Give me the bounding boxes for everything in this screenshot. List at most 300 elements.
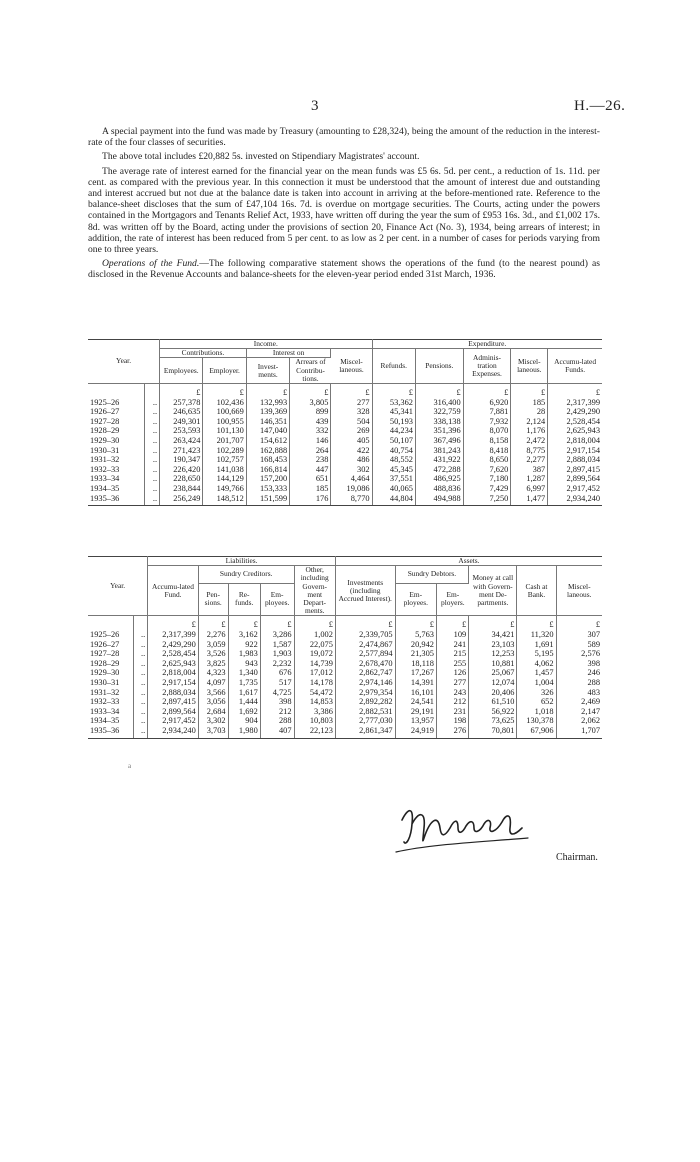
t2-cell: 54,472: [294, 688, 335, 698]
t1-currency-cell: £: [331, 384, 372, 398]
t2-cell: 2,888,034: [148, 688, 199, 698]
t1-row: [88, 398, 602, 408]
t2-cell: 70,801: [469, 726, 517, 738]
t1-cell: 2,818,004: [566, 435, 600, 445]
t2-cell: 255: [436, 659, 468, 669]
t1-cell: 2,934,240: [548, 494, 602, 506]
t1-cell: 277: [331, 398, 372, 408]
t1-cell: 168,453: [246, 455, 289, 465]
t1-cell: 6,920: [463, 398, 511, 408]
t2-row: [88, 688, 602, 698]
t2-cell: 2,474,867: [335, 640, 395, 650]
t2-cell: 398: [587, 658, 600, 668]
t2-currency-row: [88, 616, 602, 630]
t1-cell: 166,814: [246, 465, 289, 475]
t1-cell: 488,836: [415, 484, 463, 494]
t1-cell: 246,635: [160, 407, 203, 417]
t2-cell: 130,378: [517, 716, 556, 726]
t1-cell: 486: [331, 455, 372, 465]
t2-sundry-creditors-header: Sundry Creditors.: [198, 566, 294, 583]
t2-sundry-debtors-header: Sundry Debtors.: [395, 566, 469, 583]
t2-year-header: Year.: [88, 557, 148, 616]
t2-cell: 1,004: [517, 678, 556, 688]
paragraph-operations: [88, 258, 600, 280]
t2-cell: 2,861,347: [335, 726, 395, 738]
t1-cell: 7,620: [463, 465, 511, 475]
t1-cell: 102,757: [203, 455, 246, 465]
t2-cell: 10,803: [294, 716, 335, 726]
t1-cell: ..: [144, 398, 159, 408]
t1-cell: 2,429,290: [566, 407, 600, 417]
t1-cell: 40,754: [372, 446, 415, 456]
t2-cell: ..: [134, 726, 148, 738]
t1-cell: ..: [144, 455, 159, 465]
t1-cell: 176: [290, 494, 331, 506]
t1-cell: 439: [290, 417, 331, 427]
t1-row: [88, 455, 602, 465]
t1-cell: 2,528,454: [566, 416, 600, 426]
t1-cell: 7,932: [463, 417, 511, 427]
t1-cell: 332: [290, 426, 331, 436]
t1-cell: 6,997: [511, 484, 548, 494]
t1-row: [88, 426, 602, 436]
t2-cell: 2,892,282: [335, 697, 395, 707]
t2-cell: 1930–31: [88, 678, 134, 688]
t2-cell: 1,457: [517, 668, 556, 678]
t2-currency-cell: £: [395, 616, 436, 630]
t2-cell: 3,566: [198, 688, 228, 698]
t1-cell: 2,277: [511, 455, 548, 465]
t1-cell: 256,249: [160, 494, 203, 506]
t2-cell: 2,934,240: [148, 726, 199, 738]
t2-cell: 19,072: [294, 649, 335, 659]
t2-refunds-header: Re-funds.: [228, 583, 260, 616]
t1-body: [88, 384, 602, 506]
t2-cell: 1,617: [228, 688, 260, 698]
t2-currency-cell: £: [469, 616, 517, 630]
t1-cell: 328: [331, 407, 372, 417]
t1-cell: 302: [331, 465, 372, 475]
t2-cell: 1,018: [517, 707, 556, 717]
t2-cell: 2,232: [260, 659, 294, 669]
t2-currency-cell: £: [335, 616, 395, 630]
t2-cell: 2,862,747: [335, 668, 395, 678]
t2-cell: 1931–32: [88, 688, 134, 698]
t2-cell: 109: [436, 630, 468, 640]
t1-currency-cell: £: [463, 384, 511, 398]
t2-cell: 4,062: [517, 659, 556, 669]
t1-cell: 2,917,452: [566, 483, 600, 493]
t1-admin-header: Adminis-tration Expenses.: [463, 349, 511, 384]
t1-cell: 486,925: [415, 474, 463, 484]
t2-cell: 241: [436, 640, 468, 650]
t2-cell: 1,707: [556, 726, 602, 738]
t2-currency-cell: [134, 616, 148, 630]
t1-employer-header: Employer.: [203, 358, 246, 384]
t1-cell: 2,317,399: [566, 397, 600, 407]
t1-cell: 28: [511, 407, 548, 417]
t1-cell: 8,158: [463, 436, 511, 446]
t2-debtor-employees-header: Em-ployees.: [395, 583, 436, 616]
t2-pensions-header: Pen-sions.: [198, 583, 228, 616]
page-number: 3: [311, 98, 319, 114]
t1-cell: 2,897,415: [566, 464, 600, 474]
t2-cell: 14,178: [294, 678, 335, 688]
chairman-caption: Chairman.: [556, 852, 598, 863]
paragraph-special-payment: A special payment into the fund was made by Treasury (amounting to £28,324), being the amount of the reduction in the interest-rate of the four classes of securities.: [88, 126, 600, 149]
t1-cell: 185: [511, 398, 548, 408]
t1-cell: 2,888,034: [566, 455, 600, 465]
t2-currency-cell: £: [294, 616, 335, 630]
t1-cell: 381,243: [415, 446, 463, 456]
t1-currency-cell: £: [511, 384, 548, 398]
t1-cell: 19,086: [331, 484, 372, 494]
t2-cell: 2,917,452: [148, 716, 199, 726]
t1-interest-on-header: Interest on: [246, 349, 331, 358]
t2-cell: 5,763: [395, 630, 436, 640]
t1-row: [88, 484, 602, 494]
t1-cell: 431,922: [415, 455, 463, 465]
t2-cell: 25,067: [469, 668, 517, 678]
t2-cell: 2,276: [198, 630, 228, 640]
t2-cell: 904: [228, 716, 260, 726]
t1-currency-row: [88, 384, 602, 398]
t1-cell: 7,250: [463, 494, 511, 506]
t1-investments-header: Invest-ments.: [246, 358, 289, 384]
t2-cell: 1,983: [228, 649, 260, 659]
t2-cell: ..: [134, 649, 148, 659]
t1-cell: 1930–31: [88, 446, 144, 456]
t2-misc-header: Miscel-laneous.: [556, 566, 602, 616]
t1-cell: 351,396: [415, 426, 463, 436]
t2-debtor-employers-header: Em-ployers.: [436, 583, 468, 616]
t2-currency-cell: £: [228, 616, 260, 630]
t2-cell: 21,305: [395, 649, 436, 659]
t1-cell: 651: [290, 474, 331, 484]
t1-cell: 367,496: [415, 436, 463, 446]
t1-cell: ..: [144, 494, 159, 506]
t2-cell: 22,123: [294, 726, 335, 738]
t1-cell: 264: [290, 446, 331, 456]
t2-cell: 2,979,354: [335, 688, 395, 698]
t2-cell: 231: [436, 707, 468, 717]
t1-misc-exp-header: Miscel-laneous.: [511, 349, 548, 384]
t2-cell: 2,147: [581, 706, 600, 716]
t1-pensions-header: Pensions.: [415, 349, 463, 384]
t2-cell: 67,906: [517, 726, 556, 738]
t2-row: [88, 649, 602, 659]
t1-cell: ..: [144, 426, 159, 436]
t1-cell: 1,477: [511, 494, 548, 506]
t2-cell: 922: [228, 640, 260, 650]
t2-cell: 1927–28: [88, 649, 134, 659]
t1-cell: 1927–28: [88, 417, 144, 427]
t1-cell: 238,844: [160, 484, 203, 494]
t2-cell: 307: [587, 630, 600, 640]
t2-cell: ..: [134, 678, 148, 688]
t2-cell: 2,062: [581, 716, 600, 726]
t1-year-header: Year.: [88, 340, 160, 384]
t2-cell: 2,339,705: [335, 630, 395, 640]
t1-cell: 101,130: [203, 426, 246, 436]
t2-cell: 17,012: [294, 668, 335, 678]
t2-cell: 3,386: [294, 707, 335, 717]
t2-cell: 2,897,415: [148, 697, 199, 707]
t1-cell: 44,234: [372, 426, 415, 436]
t2-cell: 3,286: [260, 630, 294, 640]
t1-cell: 1926–27: [88, 407, 144, 417]
t1-cell: 37,551: [372, 474, 415, 484]
t1-cell: 322,759: [415, 407, 463, 417]
t1-cell: 271,423: [160, 446, 203, 456]
t2-cell: 243: [436, 688, 468, 698]
t2-cash-header: Cash at Bank.: [517, 566, 556, 616]
t2-row: [88, 678, 602, 688]
t1-cell: 253,593: [160, 426, 203, 436]
t2-cell: 676: [260, 668, 294, 678]
t1-cell: ..: [144, 407, 159, 417]
t2-cell: 1933–34: [88, 707, 134, 717]
operations-title: Operations of the Fund.: [102, 258, 200, 270]
t2-cell: 56,922: [469, 707, 517, 717]
t1-cell: 190,347: [160, 455, 203, 465]
t1-cell: 53,362: [372, 398, 415, 408]
t2-cell: 2,818,004: [148, 668, 199, 678]
t1-cell: 2,899,564: [566, 474, 600, 484]
t2-cell: 34,421: [469, 630, 517, 640]
t2-cell: 212: [260, 707, 294, 717]
t2-cell: 1,903: [260, 649, 294, 659]
t1-currency-cell: [88, 384, 144, 398]
t1-cell: 4,464: [331, 474, 372, 484]
paragraph-interest-rate: The average rate of interest earned for the financial year on the mean funds was £5 6s. 5d. per cent., a reduction of 1s. 11d. per cent. as compared with the previous year. In this connection it must be understood that the amount of interest due and outstanding and interest accrued but not due at the balance date is taken into account in arriving at the before-mentioned rate. Reference to the balance-sheet discloses that the sum of £47,104 16s. 7d. is overdue on mortgage securities. The Courts, acting under the powers contained in the Mortgagors and Tenants Relief Act, 1933, have written off during the year the sum of £953 16s. 3d., and £1,002 17s. 8d. was written off by the Board, acting under the provisions of section 20, Finance Act (No. 3), 1934, being arrears of interest; in addition, the rate of interest has been reduced from 5 per cent. to as low as 2 per cent. in a number of cases for periods varying from one to three years.: [88, 165, 600, 256]
t1-cell: 226,420: [160, 465, 203, 475]
t1-cell: 153,333: [246, 484, 289, 494]
t2-cell: 24,541: [395, 697, 436, 707]
t2-cell: 29,191: [395, 707, 436, 717]
t1-cell: 8,070: [463, 426, 511, 436]
t1-row: [88, 446, 602, 456]
t2-currency-cell: [88, 616, 134, 630]
t2-cell: 17,267: [395, 668, 436, 678]
t2-cell: 1,691: [517, 640, 556, 650]
t2-row: [88, 630, 602, 640]
t1-cell: 1935–36: [88, 494, 144, 506]
t2-row: [88, 659, 602, 669]
t2-cell: 1,980: [228, 726, 260, 738]
t1-cell: 316,400: [415, 398, 463, 408]
t2-cell: 1929–30: [88, 668, 134, 678]
t2-cell: 1,002: [294, 630, 335, 640]
t2-cell: 198: [436, 716, 468, 726]
t2-cell: 1,735: [228, 678, 260, 688]
t2-cell: 14,739: [294, 659, 335, 669]
t1-cell: 201,707: [203, 436, 246, 446]
t1-cell: 44,804: [372, 494, 415, 506]
t2-cell: 2,577,894: [335, 649, 395, 659]
t2-cell: 20,942: [395, 640, 436, 650]
t2-other-header: Other, including Govern-ment Depart-ments.: [294, 566, 335, 616]
t1-cell: 146,351: [246, 417, 289, 427]
t1-refunds-header: Refunds.: [372, 349, 415, 384]
t1-cell: 148,512: [203, 494, 246, 506]
t2-cell: 13,957: [395, 716, 436, 726]
t2-cell: 1,692: [228, 707, 260, 717]
t1-cell: 8,418: [463, 446, 511, 456]
t1-cell: 162,888: [246, 446, 289, 456]
t2-cell: 1,587: [260, 640, 294, 650]
t2-cell: 2,625,943: [148, 659, 199, 669]
t1-cell: 504: [331, 417, 372, 427]
t2-row: [88, 697, 602, 707]
t1-cell: 338,138: [415, 417, 463, 427]
t1-cell: 102,289: [203, 446, 246, 456]
t2-currency-cell: £: [148, 616, 199, 630]
t1-cell: 45,345: [372, 465, 415, 475]
t1-employees-header: Employees.: [160, 358, 203, 384]
t1-cell: 1929–30: [88, 436, 144, 446]
t2-cell: 1934–35: [88, 716, 134, 726]
t2-cell: 12,253: [469, 649, 517, 659]
t2-cell: 2,974,146: [335, 678, 395, 688]
t2-accum-header: Accumu-lated Fund.: [148, 566, 199, 616]
t1-cell: 1933–34: [88, 474, 144, 484]
t1-cell: 50,107: [372, 436, 415, 446]
t1-accum-header: Accumu-lated Funds.: [548, 349, 602, 384]
t1-cell: 40,065: [372, 484, 415, 494]
t1-contributions-header: Contributions.: [160, 349, 247, 358]
t1-cell: ..: [144, 436, 159, 446]
t1-cell: 7,429: [463, 484, 511, 494]
t1-cell: 8,770: [331, 494, 372, 506]
t1-cell: 3,805: [290, 398, 331, 408]
t1-cell: 494,988: [415, 494, 463, 506]
body-text: [88, 126, 600, 284]
t1-cell: 269: [331, 426, 372, 436]
t2-currency-cell: £: [595, 620, 600, 630]
t2-cell: 20,406: [469, 688, 517, 698]
t2-cell: ..: [134, 668, 148, 678]
t1-cell: 7,180: [463, 474, 511, 484]
t2-cell: 3,059: [198, 640, 228, 650]
t2-cell: ..: [134, 716, 148, 726]
t2-cell: 288: [587, 677, 600, 687]
t1-currency-cell: £: [595, 388, 600, 398]
t1-expenditure-header: Expenditure.: [372, 340, 602, 349]
t2-currency-cell: £: [198, 616, 228, 630]
t2-cell: ..: [134, 640, 148, 650]
t2-body: [88, 616, 602, 738]
t2-cell: 1925–26: [88, 630, 134, 640]
t2-cell: 11,320: [517, 630, 556, 640]
t1-cell: 8,650: [463, 455, 511, 465]
t2-row: [88, 726, 602, 738]
t2-cell: 1,340: [228, 668, 260, 678]
t2-cell: 3,302: [198, 716, 228, 726]
t1-cell: 141,038: [203, 465, 246, 475]
t2-cell: ..: [134, 697, 148, 707]
t1-cell: 8,775: [511, 446, 548, 456]
t1-currency-cell: £: [203, 384, 246, 398]
t1-cell: ..: [144, 446, 159, 456]
t2-row: [88, 707, 602, 717]
t2-currency-cell: £: [517, 616, 556, 630]
t1-cell: 472,288: [415, 465, 463, 475]
stray-mark: a: [128, 762, 132, 770]
t1-row: [88, 407, 602, 417]
t2-cell: 2,576: [581, 649, 600, 659]
t1-cell: 100,669: [203, 407, 246, 417]
t1-currency-cell: £: [246, 384, 289, 398]
t2-cell: 943: [228, 659, 260, 669]
t1-cell: 238: [290, 455, 331, 465]
t1-cell: 1934–35: [88, 484, 144, 494]
t2-cell: ..: [134, 630, 148, 640]
t2-cell: 3,526: [198, 649, 228, 659]
t1-cell: 2,917,154: [566, 445, 600, 455]
t1-cell: 1925–26: [88, 398, 144, 408]
t1-cell: 154,612: [246, 436, 289, 446]
t2-cell: ..: [134, 659, 148, 669]
t2-cell: 2,678,470: [335, 659, 395, 669]
t2-cell: 3,703: [198, 726, 228, 738]
t2-cell: 4,097: [198, 678, 228, 688]
t2-row: [88, 668, 602, 678]
t2-cell: 276: [436, 726, 468, 738]
t1-cell: 2,625,943: [566, 426, 600, 436]
t2-cell: 288: [260, 716, 294, 726]
t1-cell: 1931–32: [88, 455, 144, 465]
t1-cell: 249,301: [160, 417, 203, 427]
t1-currency-cell: £: [372, 384, 415, 398]
t1-cell: 147,040: [246, 426, 289, 436]
t1-cell: 7,881: [463, 407, 511, 417]
t2-cell: 3,162: [228, 630, 260, 640]
t1-cell: 422: [331, 446, 372, 456]
t2-cell: 3,825: [198, 659, 228, 669]
t1-cell: 132,993: [246, 398, 289, 408]
t1-cell: 149,766: [203, 484, 246, 494]
t1-cell: 50,193: [372, 417, 415, 427]
t2-cell: 3,056: [198, 697, 228, 707]
t2-cell: 16,101: [395, 688, 436, 698]
t1-cell: 1,287: [511, 474, 548, 484]
t2-cell: 5,195: [517, 649, 556, 659]
t1-cell: 263,424: [160, 436, 203, 446]
t2-currency-cell: £: [436, 616, 468, 630]
t2-investments-header: Investments (including Accrued Interest).: [335, 566, 395, 616]
t2-cell: ..: [134, 688, 148, 698]
t1-cell: 139,369: [246, 407, 289, 417]
t1-cell: 102,436: [203, 398, 246, 408]
t1-cell: 2,472: [511, 436, 548, 446]
t1-cell: 405: [331, 436, 372, 446]
signature-image: [392, 798, 532, 864]
t2-cell: 18,118: [395, 659, 436, 669]
t2-cell: 1,444: [228, 697, 260, 707]
t1-cell: 447: [290, 465, 331, 475]
t2-cell: 407: [260, 726, 294, 738]
t1-cell: ..: [144, 484, 159, 494]
t2-cell: 2,917,154: [148, 678, 199, 688]
t1-row: [88, 494, 602, 506]
t2-cell: 2,777,030: [335, 716, 395, 726]
t2-cell: 215: [436, 649, 468, 659]
operations-text: —The following comparative statement shows the operations of the fund (to the nearest pound) as disclosed in the Revenue Accounts and balance-sheets for the eleven-year period ended 31st March, 1936.: [88, 258, 600, 281]
t2-cell: 1926–27: [88, 640, 134, 650]
t2-cell: 23,103: [469, 640, 517, 650]
t1-cell: 146: [290, 436, 331, 446]
